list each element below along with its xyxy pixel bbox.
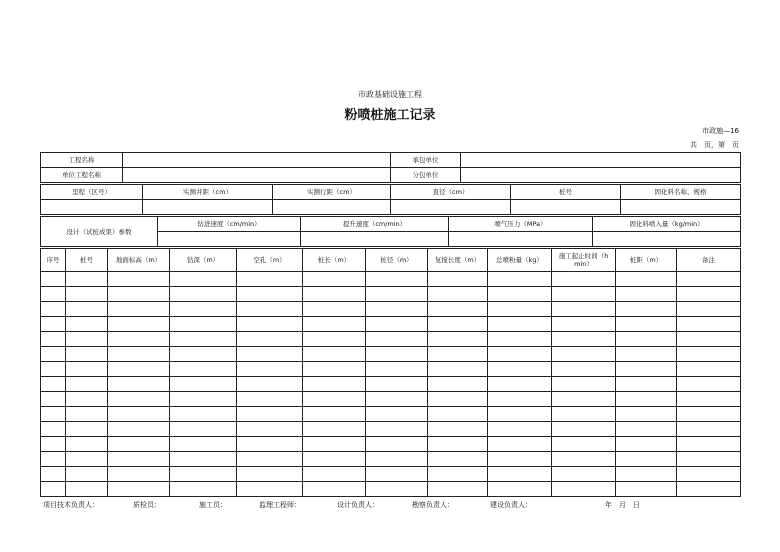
record-cell[interactable] [488, 467, 552, 482]
record-cell[interactable] [237, 467, 303, 482]
record-cell[interactable] [237, 437, 303, 452]
record-cell[interactable] [366, 287, 428, 302]
measure-header: 直径（cm） [391, 185, 511, 200]
table-row [41, 362, 741, 377]
record-cell[interactable] [428, 362, 488, 377]
record-cell[interactable] [170, 452, 237, 467]
record-cell[interactable] [488, 362, 552, 377]
record-cell[interactable] [66, 302, 108, 317]
record-cell[interactable] [303, 437, 366, 452]
record-cell[interactable] [428, 332, 488, 347]
record-cell[interactable] [616, 437, 677, 452]
record-cell[interactable] [237, 287, 303, 302]
project-name-label: 工程名称 [41, 153, 123, 168]
param-cell[interactable] [593, 232, 741, 247]
record-cell[interactable] [428, 452, 488, 467]
record-cell[interactable] [108, 272, 170, 287]
table-row [41, 377, 741, 392]
record-cell[interactable] [488, 347, 552, 362]
table-row [41, 302, 741, 317]
record-cell[interactable] [428, 467, 488, 482]
record-cell[interactable] [237, 317, 303, 332]
record-cell[interactable] [428, 302, 488, 317]
record-cell[interactable] [237, 362, 303, 377]
record-cell[interactable] [303, 407, 366, 422]
record-cell[interactable] [366, 347, 428, 362]
record-cell[interactable] [170, 377, 237, 392]
record-cell[interactable] [428, 437, 488, 452]
records-table [40, 248, 741, 497]
subcontractor-label: 分包单位 [391, 168, 461, 183]
record-cell[interactable] [41, 272, 66, 287]
record-cell[interactable] [170, 437, 237, 452]
record-cell[interactable] [616, 392, 677, 407]
record-cell[interactable] [616, 467, 677, 482]
record-cell[interactable] [552, 407, 616, 422]
record-cell[interactable] [488, 317, 552, 332]
record-cell[interactable] [677, 272, 741, 287]
param-cell[interactable] [158, 232, 301, 247]
record-cell[interactable] [366, 332, 428, 347]
table-row [41, 407, 741, 422]
record-cell[interactable] [428, 482, 488, 497]
record-cell[interactable] [108, 317, 170, 332]
record-cell[interactable] [66, 392, 108, 407]
record-cell[interactable] [552, 272, 616, 287]
record-cell[interactable] [677, 377, 741, 392]
record-cell[interactable] [41, 392, 66, 407]
record-cell[interactable] [677, 437, 741, 452]
record-cell[interactable] [677, 362, 741, 377]
record-cell[interactable] [66, 407, 108, 422]
record-cell[interactable] [303, 347, 366, 362]
record-cell[interactable] [108, 452, 170, 467]
record-cell[interactable] [677, 452, 741, 467]
record-cell[interactable] [170, 302, 237, 317]
record-cell[interactable] [303, 302, 366, 317]
record-cell[interactable] [303, 452, 366, 467]
record-cell[interactable] [552, 347, 616, 362]
contractor-label: 承包单位 [391, 153, 461, 168]
record-cell[interactable] [41, 317, 66, 332]
record-cell[interactable] [66, 437, 108, 452]
record-cell[interactable] [488, 407, 552, 422]
record-cell[interactable] [366, 482, 428, 497]
footer-date: 年 月 日 [605, 501, 640, 509]
project-name-field[interactable] [123, 153, 391, 168]
contractor-field[interactable] [461, 153, 741, 168]
record-cell[interactable] [677, 317, 741, 332]
param-header: 钻进速度（cm/min） [158, 217, 301, 232]
record-cell[interactable] [41, 332, 66, 347]
records-header: 备注 [677, 249, 741, 272]
param-cell[interactable] [449, 232, 593, 247]
record-cell[interactable] [66, 467, 108, 482]
footer-owner-lead: 建设负责人： [490, 501, 532, 509]
record-cell[interactable] [616, 317, 677, 332]
record-cell[interactable] [170, 287, 237, 302]
document-subtitle: 市政基础设施工程 [358, 90, 422, 99]
record-cell[interactable] [366, 377, 428, 392]
record-cell[interactable] [428, 272, 488, 287]
record-cell[interactable] [616, 302, 677, 317]
record-cell[interactable] [616, 347, 677, 362]
param-cell[interactable] [301, 232, 449, 247]
record-cell[interactable] [616, 452, 677, 467]
table-row [41, 452, 741, 467]
record-cell[interactable] [616, 377, 677, 392]
record-cell[interactable] [170, 467, 237, 482]
record-cell[interactable] [41, 482, 66, 497]
record-cell[interactable] [552, 287, 616, 302]
record-cell[interactable] [108, 437, 170, 452]
table-row [41, 332, 741, 347]
record-cell[interactable] [616, 272, 677, 287]
project-info-table [40, 152, 741, 183]
measure-header: 实测行距（cm） [273, 185, 391, 200]
measure-cell[interactable] [143, 200, 273, 215]
record-cell[interactable] [616, 332, 677, 347]
table-row [41, 272, 741, 287]
table-row [41, 287, 741, 302]
measurement-table [40, 184, 741, 215]
record-cell[interactable] [108, 407, 170, 422]
unit-project-label: 单位工程名称 [41, 168, 123, 183]
record-cell[interactable] [170, 317, 237, 332]
record-cell[interactable] [488, 482, 552, 497]
record-cell[interactable] [41, 347, 66, 362]
record-cell[interactable] [108, 422, 170, 437]
record-cell[interactable] [66, 332, 108, 347]
record-cell[interactable] [428, 317, 488, 332]
record-cell[interactable] [66, 287, 108, 302]
record-cell[interactable] [303, 392, 366, 407]
record-cell[interactable] [170, 362, 237, 377]
record-cell[interactable] [428, 407, 488, 422]
record-cell[interactable] [108, 332, 170, 347]
record-cell[interactable] [170, 482, 237, 497]
record-cell[interactable] [303, 467, 366, 482]
record-cell[interactable] [616, 422, 677, 437]
record-cell[interactable] [552, 317, 616, 332]
record-cell[interactable] [237, 272, 303, 287]
design-params-label: 设计（试桩成果）参数 [41, 217, 158, 247]
table-row [41, 347, 741, 362]
record-cell[interactable] [677, 422, 741, 437]
measure-cell[interactable] [273, 200, 391, 215]
footer-survey-lead: 勘察负责人： [412, 501, 454, 509]
record-cell[interactable] [616, 407, 677, 422]
records-header: 桩长（m） [303, 249, 366, 272]
record-cell[interactable] [41, 437, 66, 452]
record-cell[interactable] [170, 407, 237, 422]
record-cell[interactable] [170, 332, 237, 347]
footer-constructor: 施工员： [199, 501, 227, 509]
record-cell[interactable] [552, 362, 616, 377]
record-cell[interactable] [41, 422, 66, 437]
record-cell[interactable] [66, 347, 108, 362]
record-cell[interactable] [41, 362, 66, 377]
record-cell[interactable] [428, 347, 488, 362]
record-cell[interactable] [366, 452, 428, 467]
record-cell[interactable] [366, 302, 428, 317]
param-header: 喷气压力（MPa） [449, 217, 593, 232]
record-cell[interactable] [237, 452, 303, 467]
records-header: 钻深（m） [170, 249, 237, 272]
record-cell[interactable] [41, 467, 66, 482]
footer-design-lead: 设计负责人： [337, 501, 379, 509]
record-cell[interactable] [366, 407, 428, 422]
record-cell[interactable] [237, 482, 303, 497]
table-row [41, 422, 741, 437]
record-cell[interactable] [303, 332, 366, 347]
footer-quality-inspector: 质检员： [133, 501, 161, 509]
record-cell[interactable] [552, 377, 616, 392]
record-cell[interactable] [677, 407, 741, 422]
record-cell[interactable] [552, 392, 616, 407]
param-header: 提升速度（cm/min） [301, 217, 449, 232]
record-cell[interactable] [488, 422, 552, 437]
record-cell[interactable] [428, 392, 488, 407]
record-cell[interactable] [677, 467, 741, 482]
record-cell[interactable] [677, 347, 741, 362]
record-cell[interactable] [170, 392, 237, 407]
table-row [41, 437, 741, 452]
records-header: 复搅长度（m） [428, 249, 488, 272]
record-cell[interactable] [488, 272, 552, 287]
footer-tech-lead: 项目技术负责人： [43, 501, 99, 509]
record-cell[interactable] [303, 287, 366, 302]
record-cell[interactable] [237, 302, 303, 317]
record-cell[interactable] [41, 407, 66, 422]
document-title: 粉喷桩施工记录 [344, 108, 436, 123]
measure-cell[interactable] [391, 200, 511, 215]
record-cell[interactable] [237, 332, 303, 347]
record-cell[interactable] [108, 362, 170, 377]
record-cell[interactable] [488, 452, 552, 467]
record-cell[interactable] [552, 452, 616, 467]
record-cell[interactable] [66, 422, 108, 437]
measure-header: 固化料名称、规格 [621, 185, 741, 200]
record-cell[interactable] [237, 347, 303, 362]
record-cell[interactable] [108, 482, 170, 497]
record-cell[interactable] [303, 317, 366, 332]
measure-header: 桩号 [511, 185, 621, 200]
table-row [41, 467, 741, 482]
record-cell[interactable] [616, 362, 677, 377]
record-cell[interactable] [170, 272, 237, 287]
record-cell[interactable] [552, 332, 616, 347]
record-cell[interactable] [108, 467, 170, 482]
record-cell[interactable] [66, 272, 108, 287]
subcontractor-field[interactable] [461, 168, 741, 183]
table-row [41, 392, 741, 407]
record-cell[interactable] [303, 377, 366, 392]
record-cell[interactable] [366, 272, 428, 287]
design-params-table [40, 216, 741, 247]
record-cell[interactable] [428, 377, 488, 392]
record-cell[interactable] [552, 302, 616, 317]
record-cell[interactable] [170, 422, 237, 437]
record-cell[interactable] [366, 467, 428, 482]
records-header: 桩号 [66, 249, 108, 272]
record-cell[interactable] [237, 422, 303, 437]
record-cell[interactable] [108, 347, 170, 362]
record-cell[interactable] [366, 392, 428, 407]
record-cell[interactable] [488, 332, 552, 347]
records-header: 序号 [41, 249, 66, 272]
record-cell[interactable] [170, 347, 237, 362]
record-cell[interactable] [677, 482, 741, 497]
record-cell[interactable] [488, 302, 552, 317]
record-cell[interactable] [66, 362, 108, 377]
record-cell[interactable] [366, 437, 428, 452]
record-cell[interactable] [552, 437, 616, 452]
records-header: 空孔（m） [237, 249, 303, 272]
record-cell[interactable] [108, 377, 170, 392]
record-cell[interactable] [303, 422, 366, 437]
form-number: 市政施—16 [702, 127, 739, 135]
record-cell[interactable] [488, 392, 552, 407]
record-cell[interactable] [488, 287, 552, 302]
record-cell[interactable] [303, 362, 366, 377]
measure-cell[interactable] [41, 200, 143, 215]
measure-header: 里程（区号） [41, 185, 143, 200]
record-cell[interactable] [237, 407, 303, 422]
record-cell[interactable] [366, 362, 428, 377]
record-cell[interactable] [488, 437, 552, 452]
record-cell[interactable] [237, 377, 303, 392]
unit-project-field[interactable] [123, 168, 391, 183]
record-cell[interactable] [677, 392, 741, 407]
page-info: 共 页，第 页 [690, 141, 739, 149]
record-cell[interactable] [366, 422, 428, 437]
table-row [41, 317, 741, 332]
record-cell[interactable] [41, 377, 66, 392]
record-cell[interactable] [108, 302, 170, 317]
measure-cell[interactable] [511, 200, 621, 215]
record-cell[interactable] [108, 392, 170, 407]
record-cell[interactable] [66, 452, 108, 467]
record-cell[interactable] [616, 482, 677, 497]
records-header: 施工起止时间（h min） [552, 249, 616, 272]
measure-cell[interactable] [621, 200, 741, 215]
record-cell[interactable] [677, 287, 741, 302]
record-cell[interactable] [66, 377, 108, 392]
record-cell[interactable] [41, 302, 66, 317]
record-cell[interactable] [237, 392, 303, 407]
footer-supervisor: 监理工程师： [259, 501, 301, 509]
record-cell[interactable] [677, 302, 741, 317]
record-cell[interactable] [552, 422, 616, 437]
record-cell[interactable] [303, 482, 366, 497]
record-cell[interactable] [616, 287, 677, 302]
record-cell[interactable] [66, 317, 108, 332]
record-cell[interactable] [428, 287, 488, 302]
param-header: 固化料喷入量（kg/min） [593, 217, 741, 232]
record-cell[interactable] [41, 452, 66, 467]
records-header: 桩径（m） [366, 249, 428, 272]
record-cell[interactable] [552, 467, 616, 482]
record-cell[interactable] [552, 482, 616, 497]
records-header: 地面标高（m） [108, 249, 170, 272]
measure-header: 实测井距（cm） [143, 185, 273, 200]
table-row [41, 482, 741, 497]
record-cell[interactable] [366, 317, 428, 332]
record-cell[interactable] [108, 287, 170, 302]
record-cell[interactable] [303, 272, 366, 287]
records-header: 总喷粉量（kg） [488, 249, 552, 272]
records-header: 桩距（m） [616, 249, 677, 272]
record-cell[interactable] [677, 332, 741, 347]
record-cell[interactable] [488, 377, 552, 392]
record-cell[interactable] [428, 422, 488, 437]
record-cell[interactable] [66, 482, 108, 497]
record-cell[interactable] [41, 287, 66, 302]
